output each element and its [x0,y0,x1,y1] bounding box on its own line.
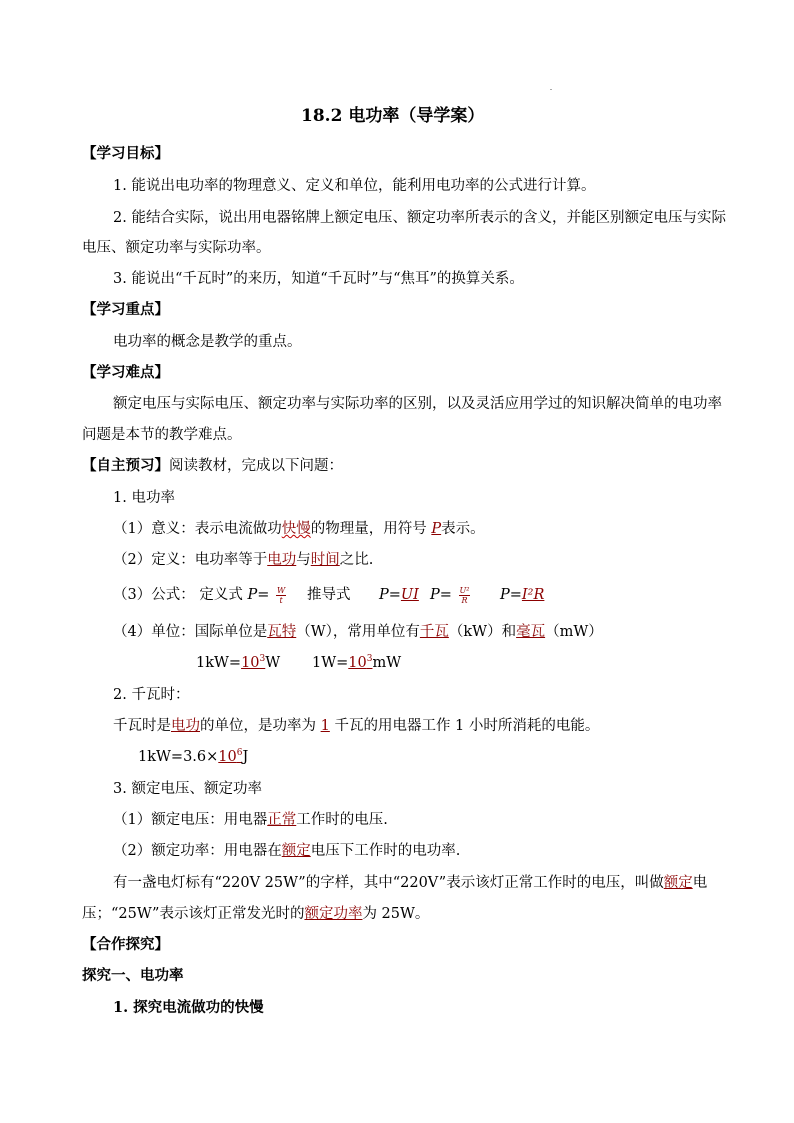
rated-text: 工作时的电压. [296,812,388,828]
unit-text: （4）单位：国际单位是 [113,624,268,640]
difficulties-text-continued: 问题是本节的教学难点。 [82,427,242,443]
kwh-line [113,716,599,736]
rated-text: 电压下工作时的电功率. [310,843,461,859]
key-points-text: 电功率的概念是教学的重点。 [113,334,302,350]
formula-line [113,585,288,605]
answer-ui: UI [400,587,419,603]
answer-diangong: 电功 [267,552,297,568]
unit-text: （W），常用单位有 [296,624,420,640]
section-1-title: 1. 电功率 [113,490,175,506]
rated-text: （1）额定电压：用电器 [113,812,268,828]
lamp-line-continued [82,904,429,924]
conv-text: 1W= [312,655,349,671]
unit-text: （mW） [545,624,603,640]
difficulties-text: 额定电压与实际电压、额定功率与实际功率的区别，以及灵活应用学过的知识解决简单的电功率 [113,396,722,412]
answer-power [218,749,242,765]
answer-exponent: 3 [366,654,373,665]
answer-eding: 额定 [281,843,311,859]
key-points-heading: 【学习重点】 [82,301,169,318]
cooperate-heading: 【合作探究】 [82,936,169,953]
meaning-text: （1）意义：表示电流做功 [113,521,282,537]
answer-base: 10 [241,655,260,671]
formula-label: （3）公式： 定义式 [113,587,248,603]
formula-var: P [247,587,258,603]
preview-intro: 阅读教材，完成以下问题： [169,458,343,474]
formula-eq: = [509,587,522,603]
definition-text: 与 [296,552,311,568]
kwh-conversion [138,747,248,767]
answer-eding: 额定 [663,875,693,891]
answer-exponent: 3 [259,654,266,665]
answer-wate: 瓦特 [267,624,297,640]
meaning-text: 表示。 [441,521,485,537]
formula-eq: = [388,587,401,603]
conv-text: W [265,655,281,671]
answer-symbol-p: P [431,521,442,537]
meaning-line [113,519,485,539]
difficulties-heading: 【学习难点】 [82,364,169,381]
fraction-w-over-t [276,586,286,605]
section-3-title: 3. 额定电压、额定功率 [113,781,262,797]
kwh-text: 的单位，是功率为 [200,718,321,734]
answer-diangong: 电功 [171,718,200,734]
preview-heading-line [82,456,343,476]
answer-zhengchang: 正常 [267,812,297,828]
formula-u2r [430,585,472,605]
conversion-kw [196,653,280,673]
definition-line [113,550,373,570]
lamp-line [113,873,707,893]
fraction-numerator: U² [459,585,470,595]
answer-base: 10 [218,749,237,765]
lamp-text: 压；“25W”表示该灯正常发光时的 [82,906,305,922]
inquiry-1-title: 探究一、电功率 [82,967,184,984]
unit-text: （kW）和 [448,624,517,640]
formula-var: P [430,587,440,603]
meaning-text: 的物理量，用符号 [310,521,432,537]
preview-heading: 【自主预习】 [82,457,169,474]
rated-voltage-line [113,810,388,830]
formula-var: P [500,587,510,603]
inquiry-1-1-title: 1. 探究电流做功的快慢 [113,999,264,1016]
answer-kuaiman: 快慢 [281,521,311,537]
answer-exponent: 6 [236,748,243,759]
formula-i2r [500,585,544,605]
rated-power-line [113,841,460,861]
formula-derived-label: 推导式 [307,587,351,603]
answer-qianwa: 千瓦 [419,624,449,640]
conversion-w [312,653,401,673]
rated-text: （2）额定功率：用电器在 [113,843,282,859]
fraction-numerator: W [276,585,286,595]
section-2-title: 2. 千瓦时： [113,687,190,703]
conv-text: 1kW=3.6× [138,749,219,765]
answer-haowa: 毫瓦 [516,624,546,640]
fraction-denominator: R [461,595,468,605]
formula-eq: = [439,587,457,603]
goal-item: 1. 能说出电功率的物理意义、定义和单位，能利用电功率的公式进行计算。 [113,178,596,194]
goal-item-continued: 电压、额定功率与实际功率。 [82,240,271,256]
formula-eq: = [257,587,274,603]
answer-shijian: 时间 [310,552,340,568]
lamp-text: 电 [692,875,708,891]
answer-one: 1 [320,718,330,734]
answer-base: 10 [348,655,367,671]
fraction-u2-over-r [459,586,471,605]
stray-mark [550,89,552,90]
conv-text: 1kW= [196,655,242,671]
kwh-text: 千瓦的用电器工作 1 小时所消耗的电能。 [329,718,600,734]
answer-i2r: I²R [521,587,545,603]
kwh-text: 千瓦时是 [113,718,171,734]
lamp-text: 为 25W。 [362,906,430,922]
definition-text: （2）定义：电功率等于 [113,552,268,568]
fraction-denominator: t [279,595,283,605]
definition-text: 之比. [339,552,374,568]
conv-text: mW [372,655,402,671]
goal-item: 3. 能说出“千瓦时”的来历，知道“千瓦时”与“焦耳”的换算关系。 [113,271,524,287]
formula-var: P [379,587,389,603]
conv-text: J [242,749,249,765]
unit-line [113,622,603,642]
formula-ui [379,585,419,605]
answer-power [241,655,265,671]
answer-eding-gonglv: 额定功率 [304,906,363,922]
page-title: 18.2 电功率（导学案） [301,106,485,126]
answer-power [348,655,372,671]
goals-heading: 【学习目标】 [82,145,169,162]
goal-item: 2. 能结合实际，说出用电器铭牌上额定电压、额定功率所表示的含义，并能区别额定电压与实际 [113,210,726,226]
lamp-text: 有一盏电灯标有“220V 25W”的字样，其中“220V”表示该灯正常工作时的电压，叫做 [113,875,664,891]
